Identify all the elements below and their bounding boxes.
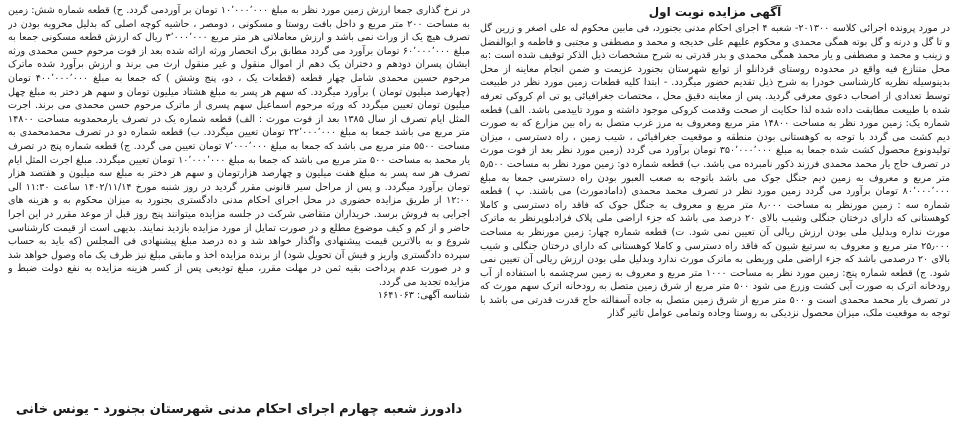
notice-right-column (480, 4, 950, 444)
notice-id: شناسه آگهی: ۱۶۴۱۰۶۳ (377, 290, 470, 302)
notice-signature: دادورز شعبه چهارم اجرای احکام مدنی شهرستان بجنورد - یونس خانی (15, 402, 463, 417)
notice-left-column (8, 4, 470, 396)
notice-title: آگهی مزایده نوبت اول (648, 5, 782, 19)
notice-body-right: در مورد پرونده اجرائی کلاسه ۲۰۱۳۰۰- شعبه ۴ اجرای احکام مدنی بجنورد، فی مابین محکوم له علی اصغر و زرین گل و تا گل و درنه و گل بوته همگی محمدی و محکوم علیهم علی خدیجه و محمد و مصطفی و مجتبی و فاطمه و ابوالفضل و زینب و محمد و مصطفی و یار محمد همگی محمدی و بدر قدرتی به شرح مشخصات ذیل الذکر توقیف شده است :به محل متنازع فیه واقع در محدوده روستای قردانلو از توابع شهرستان بجنورد عزیمت و ضمن انجام معاینه از محل بدینوسیله نظریه کارشناسی خودرا به شرح ذیل تقدیم حضور میگردد. - ابتدا کلیه قطعات زمین مورد نظر در طبیعت توسط تعدادی از اصحاب دعوی معرفی گردید. پس از معاینه دقیق محل ، مختصات جغرافیائی یو تی ام کروکی تعرفه شده با طبیعت مطابقت داده شده لذا حکایت از صحت وقدمت کروکی موجود داشته و مورد تاییدمی باشد. الف) قطعه شماره یک: زمین مورد نظر به مساحت ۱۴۸۰۰ متر مربع ومعروف به مرز غرب متصل به راه بین مزارع که به صورت دیم کشت می گردد با توجه به کوهستانی بودن منطقه و موقعیت جغرافیائی ، شیب زمین ، راه دسترسی ، میزان تولیدونوع محصول کشت شده جمعا به مبلغ ۳۵۰٬۰۰۰٬۰۰۰ تومان برآورد می گردد (زمین مورد نظر بعد از فوت مورث در تصرف حاج یار محمد محمدی فرزند ذکور نامبرده می باشد. ب) قطعه شماره دو: زمین مورد نظر به مساحت ۵٫۵۰۰ متر مربع و معروف به زمین دیم جنگل جوک می باشد باتوجه به صعب العبور بودن راه دسترسی جمعا به مبلغ ۸۰٬۰۰۰٬۰۰۰ تومان برآورد می گردد زمین مورد نظر در تصرف محمد محمدی (دامادمورث) می باشند. پ ) قطعه شماره سه : زمین مورنظر به مساحت ۸٫۰۰۰ متر مربع و معروف به جنگل جوک که فاقد راه دسترسی و کاملا کوهستانی که دارای درختان جنگلی وشیب بالای ۲۰ درصد می باشد که جزء اراضی ملی پلاک فرادبلوپرنظر به ماترک مورث نداره وبدلیل ملی بودن ارزش ریالی آن تعیین نمی شود. ت) قطعه شماره چهار: زمین مورنظر به مساحت ۲۵٫۰۰۰ متر مربع و معروف به سرتیغ شیون که فاقد راه دسترسی و کاملا کوهستانی که دارای درختان جنگلی و شیب بالای ۲۰ درصدمی باشد که جزء اراضی ملی وربطی به ماترک مورث ندارد وبدلیل ملی بودن ارزش ریالی آن تعیین نمی شود. ج) قطعه شماره پنج: زمین مورد نظر به مساحت ۱۰۰۰ متر مربع و معروف به زمین سرچشمه با استفاده از آب رودخانه اترک به صورت آبی کشت وزرع می شود ۵۰۰ متر مربع از شرق زمین متصل به رودخانه اترک سهم مورث که در تصرف یار محمد محمدی است و ۵۰۰ متر مربع از شرق زمین متصل به جاده آسفالته حاج قدرت قدرتی می باشد با توجه به موقعیت ملک، میزان محصول نزدیکی به روستا وجاده وتمامی عوامل تاثیر گذار (480, 23, 950, 320)
notice-body-left: در نرخ گذاری جمعا ارزش زمین مورد نظر به مبلغ ۱۰٬۰۰۰٬۰۰۰ تومان بر آوردمی گردد. ح) قطعه شماره شش: زمین به مساحت ۲۰۰ متر مربع و داخل بافت روستا و مسکونی ، دومصر ، حاشیه کوچه اصلی که بدلیل مخروبه بودن در تصرف هیچ یک از وراث نمی باشد و ارزش معاملاتی هر متر مربع ۳٬۰۰۰٬۰۰۰ ریال که ارزش قطعه مسکونی جمعا به مبلغ ۶۰٬۰۰۰٬۰۰۰ تومان برآورد می گردد مطابق برگ انحصار ورثه ارائه شده بعد از فوت مرحوم حسن محمدی ورثه ایشان پسران دودهم و دختران یک دهم از اموال منقول و غیر منقول ارث می برند و ارزش برآورد شده ماترک مرحوم حسین محمدی شامل چهار قطعه (قطعات یک ، دو، پنج وشش ) که جمعا به مبلغ ۴۰۰٬۰۰۰٬۰۰۰ تومان (چهارصد میلیون تومان ) برآورد میگردد. که سهم هر پسر به مبلغ هشتاد میلیون تومان و سهم هر دختر به مبلغ چهل میلیون تومان تعیین میگردد که ورثه مرحوم اسماعیل سهم پسری از ماترک مرحوم حسن محمدی می برند. اجرت المثل ایام تصرف از سال ۱۳۸۵ بعد از فوت مورث : الف) قطعه شماره یک در تصرف یارمحمدوبه مساحت ۱۴۸۰۰ متر مربع می باشد جمعا به مبلغ ۲۲٬۰۰۰٬۰۰۰ تومان تعیین میگردد. ب) قطعه شماره دو در تصرف محمدمحمدی به مساحت ۵۵۰۰ متر مربع می باشد که جمعا به مبلغ ۷٬۰۰۰٬۰۰۰ تومان تعیین می گردد. ج) قطعه شماره پنج در تصرف یار محمد به مساحت ۵۰۰ متر مربع می باشد که جمعا به مبلغ ۱۰٬۰۰۰٬۰۰۰ تومان تعیین میگردد. مبلغ اجرت المثل ایام تصرف هر سه پسر به مبلغ هفت میلیون و چهارصد هزارتومان و سهم هر دختر به مبلغ سه میلیون و هفتصد هزار تومان برآورد میگردد. و پس از مراحل سیر قانونی مقرر گردید در روز شنبه مورخ ۱۴۰۲/۱۱/۱۴ ساعت ۱۱:۳۰ الی ۱۲:۰۰ از طریق مزایده حضوری در محل اجرای احکام مدنی دادگستری بجنورد به میزان محکوم به و هزینه های اجرایی به فروش برسد. خریداران متقاضی شرکت در جلسه مزایده میتوانند پنج روز قبل از موعد مقرر در این اجرا حاضر و از کم و کیف موضوع مطلع و در صورت تمایل از مورد مزایده بازدید نمایند. بدیهی است از قیمت کارشناسی شروع و به بالاترین قیمت پیشنهادی واگذار خواهد شد و ده درصد مبلغ پیشنهادی فی المجلس (که باید به حساب سپرده دادگستری واریز و فیش آن تحویل شود) از برنده مزایده اخذ و مابقی مبلغ نیز ظرف یک ماه وصول خواهد شد و در صورت عدم پرداخت بقیه ثمن در مهلت مقرر، مبلغ تودیعی پس از کسر هزینه مزایده به نفع دولت ضبط و مزایده تجدید می گردد. (8, 5, 470, 288)
